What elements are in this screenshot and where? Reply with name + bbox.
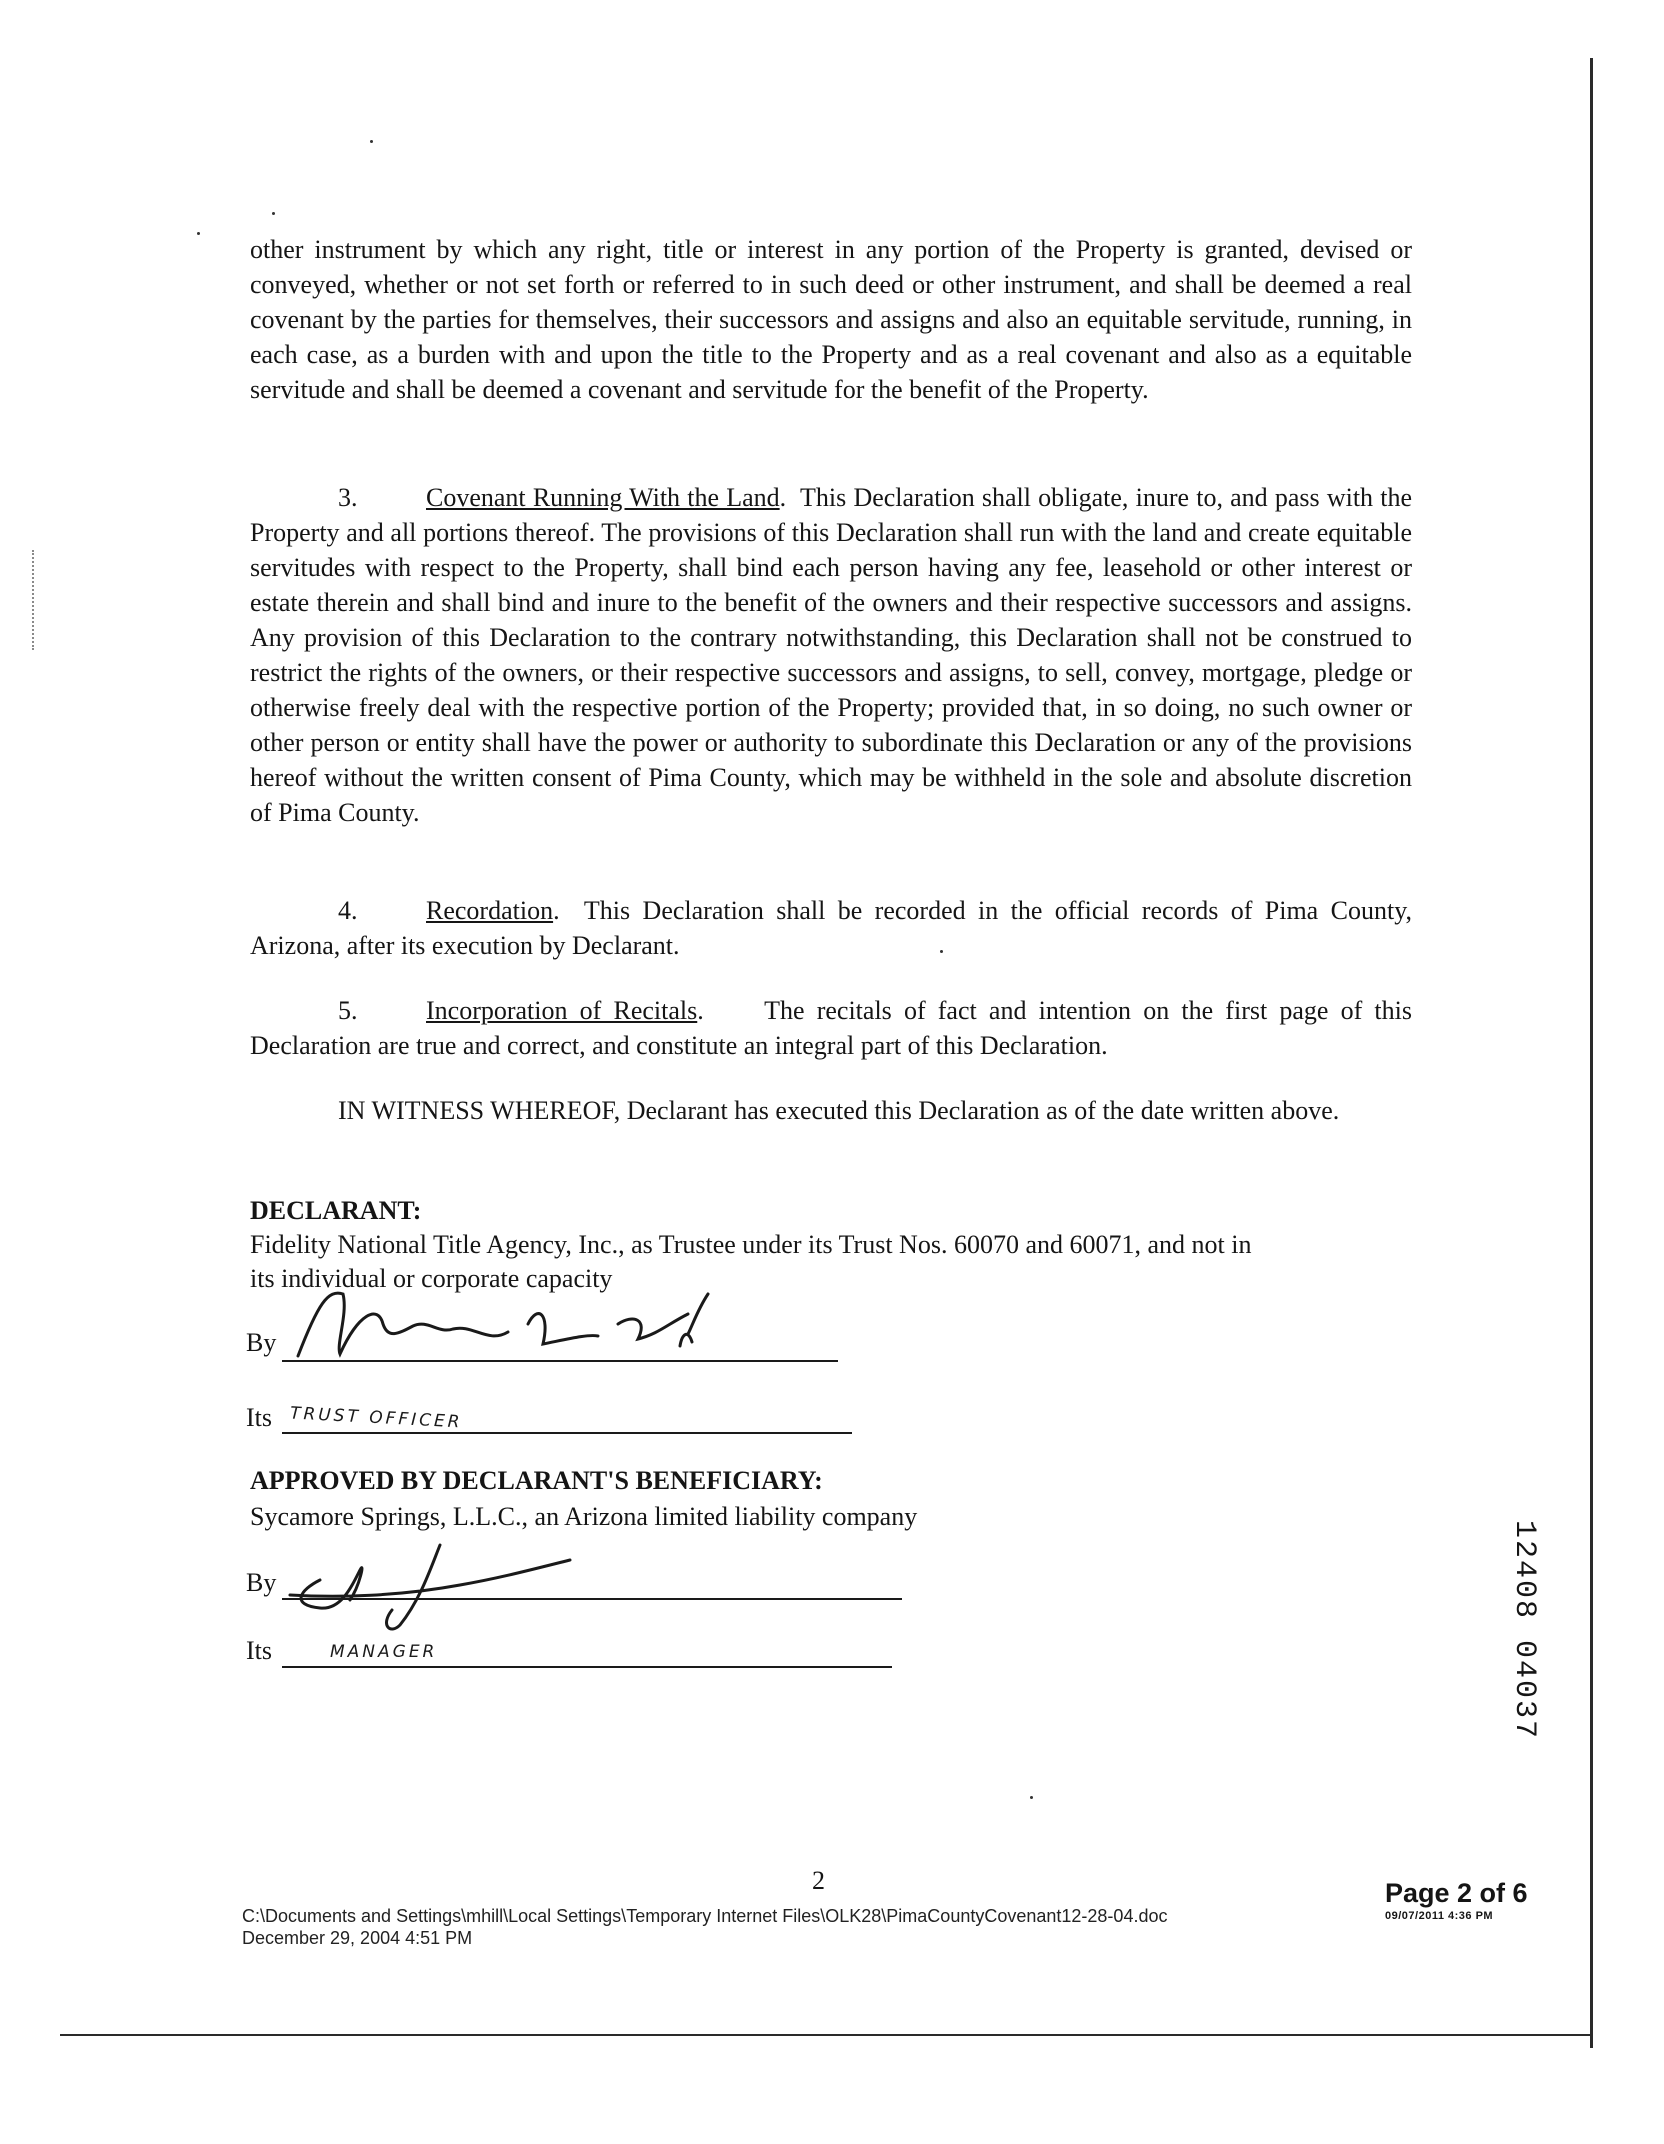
section-4-heading: Recordation xyxy=(426,896,554,925)
section-5-text: The recitals of fact and intention on the first page of this Declaration are true and correct, and constitute an integral part of this Declaration. xyxy=(250,996,1412,1060)
section-4-number: 4. xyxy=(338,896,358,925)
recording-number-text: 12408 04037 xyxy=(1507,1520,1541,1741)
page-of-stamp: Page 2 of 6 xyxy=(1385,1878,1528,1908)
scan-bottom-rule xyxy=(60,2034,1592,2036)
section-3: 3. Covenant Running With the Land. This Declaration shall obligate, inure to, and pass with the Property and all portions thereof. The provisions of this Declaration shall run with the land and create equitable servitudes with respect to the Property, shall bind each person having any fee, leasehold or other interest or estate therein and shall bind and inure to the benefit of the owners and their respective successors and assigns. Any provision of this Declaration to the contrary notwithstanding, this Declaration shall not be construed to restrict the rights of the owners, or their respective successors and assigns, to sell, convey, mortgage, pledge or otherwise freely deal with the respective portion of the Property; provided that, in so doing, no such owner or other person or entity shall have the power or authority to subordinate this Declaration or any of the provisions hereof without the written consent of Pima County, which may be withheld in the sole and absolute discretion of Pima County. xyxy=(250,480,1412,830)
scan-speck xyxy=(197,232,200,235)
continuation-text: other instrument by which any right, title or interest in any portion of the Property is granted, devised or conveyed, whether or not set forth or referred to in such deed or other instrument, and shall be deemed a real covenant by the parties for themselves, their successors and assigns and also an equitable servitude, running, in each case, as a burden with and upon the title to the Property and as a real covenant and also as a equitable servitude and shall be deemed a covenant and servitude for the benefit of the Property. xyxy=(250,235,1412,404)
page-number: 2 xyxy=(812,1866,825,1895)
declarant-signature xyxy=(288,1284,708,1364)
recording-number xyxy=(1505,1520,1545,1750)
declarant-title-line xyxy=(282,1432,852,1434)
declarant-heading: DECLARANT: xyxy=(250,1196,422,1225)
section-4-text: This Declaration shall be recorded in the official records of Pima County, Arizona, after its execution by Declarant. xyxy=(250,896,1413,960)
witness-clause xyxy=(250,1093,1412,1128)
section-5-heading: Incorporation of Recitals xyxy=(426,996,698,1025)
paragraph-continuation xyxy=(250,232,1412,407)
scan-speck xyxy=(940,950,943,953)
beneficiary-heading: APPROVED BY DECLARANT'S BENEFICIARY: xyxy=(250,1466,823,1495)
scan-right-border xyxy=(1590,58,1593,2048)
witness-text: IN WITNESS WHEREOF, Declarant has executed this Declaration as of the date written above. xyxy=(338,1096,1340,1125)
section-3-number: 3. xyxy=(338,483,358,512)
scan-speck xyxy=(272,212,275,215)
print-timestamp: 09/07/2011 4:36 PM xyxy=(1385,1910,1494,1922)
declarant-entity-line2: its individual or corporate capacity xyxy=(250,1264,613,1293)
beneficiary-by-label: By xyxy=(246,1568,277,1597)
section-3-text: This Declaration shall obligate, inure to, and pass with the Property and all portions thereof. The provisions of this Declaration shall run with the land and create equitable servitudes with respect to the Property, shall bind each person having any fee, leasehold or other interest or estate therein and shall bind and inure to the benefit of the owners and their respective successors and assigns. Any provision of this Declaration to the contrary notwithstanding, this Declaration shall not be construed to restrict the rights of the owners, or their respective successors and assigns, to sell, convey, mortgage, pledge or otherwise freely deal with the respective portion of the Property; provided that, in so doing, no such owner or other person or entity shall have the power or authority to subordinate this Declaration or any of the provisions hereof without the written consent of Pima County, which may be withheld in the sole and absolute discretion of Pima County. xyxy=(250,483,1413,827)
footer-path-text: C:\Documents and Settings\mhill\Local Settings\Temporary Internet Files\OLK28\PimaCountyCovenant12-28-04.doc xyxy=(242,1906,1168,1926)
declarant-entity-line1: Fidelity National Title Agency, Inc., as Trustee under its Trust Nos. 60070 and 60071, and not in xyxy=(250,1230,1252,1259)
declarant-by-label: By xyxy=(246,1328,277,1357)
beneficiary-title-handwritten: MANAGER xyxy=(330,1642,438,1662)
beneficiary-signature xyxy=(280,1540,580,1640)
beneficiary-title-line xyxy=(282,1666,892,1668)
scan-speck xyxy=(370,140,373,143)
scan-left-dots xyxy=(32,550,34,650)
beneficiary-its-label: Its xyxy=(246,1636,272,1665)
footer-date-text: December 29, 2004 4:51 PM xyxy=(242,1928,473,1948)
declarant-its-label: Its xyxy=(246,1403,272,1432)
footer-file-path xyxy=(242,1905,1167,1949)
section-5: 5. Incorporation of Recitals. The recitals of fact and intention on the first page of this Declaration are true and correct, and constitute an integral part of this Declaration. xyxy=(250,993,1412,1063)
section-4: 4. Recordation. This Declaration shall be recorded in the official records of Pima County, Arizona, after its execution by Declarant. xyxy=(250,893,1412,963)
section-5-number: 5. xyxy=(338,996,358,1025)
beneficiary-entity-line: Sycamore Springs, L.L.C., an Arizona limited liability company xyxy=(250,1502,918,1531)
section-3-heading: Covenant Running With the Land xyxy=(426,483,780,512)
declarant-title-handwritten: TRUST OFFICER xyxy=(289,1403,463,1433)
scan-speck xyxy=(1030,1796,1033,1799)
